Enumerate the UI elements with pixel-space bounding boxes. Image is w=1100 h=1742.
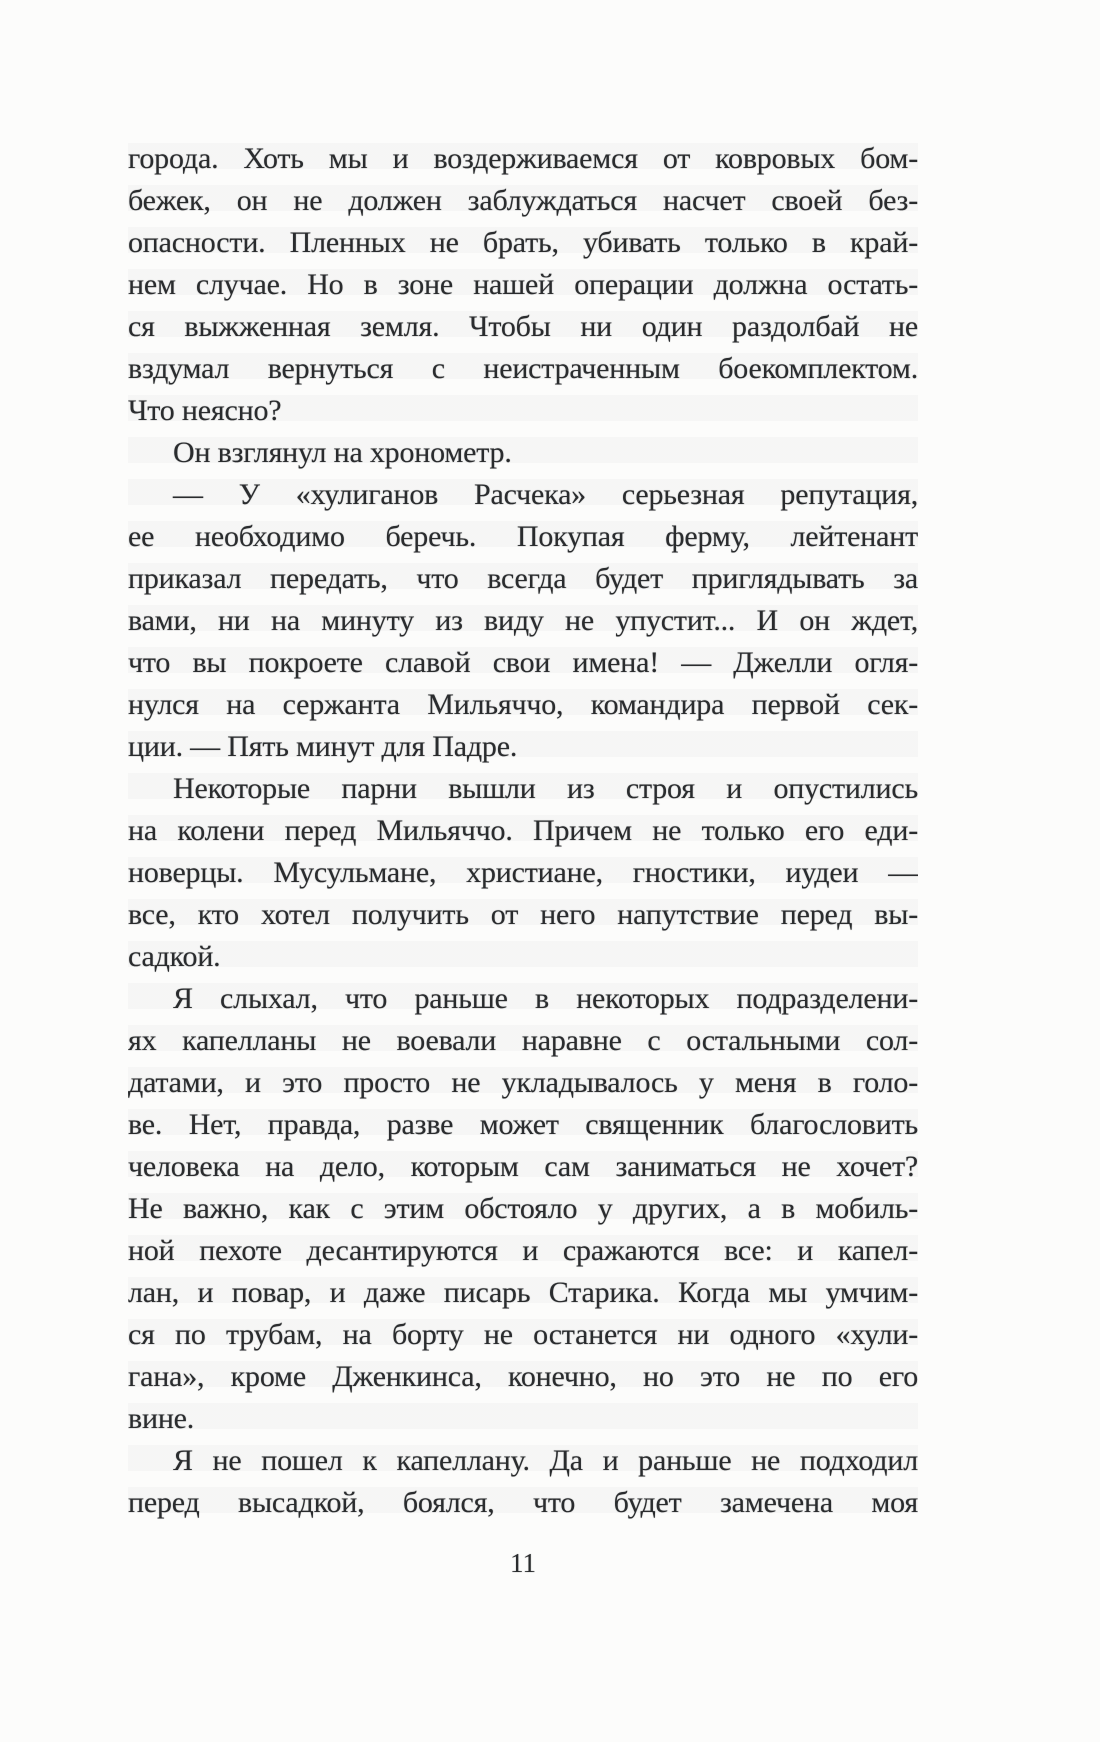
text-line: лан, и повар, и даже писарь Старика. Когда мы умчим- <box>128 1276 918 1309</box>
text-line: новерцы. Мусульмане, христиане, гностики, иудеи — <box>128 856 918 889</box>
text-line: вине. <box>128 1402 195 1435</box>
text-line: ее необходимо беречь. Покупая ферму, лейтенант <box>128 520 918 553</box>
text-line: ве. Нет, правда, разве может священник благословить <box>128 1108 918 1141</box>
text-line: города. Хоть мы и воздерживаемся от ковровых бом- <box>128 142 918 175</box>
text-line: Он взглянул на хронометр. <box>173 436 512 469</box>
text-line: Я не пошел к капеллану. Да и раньше не подходил <box>173 1444 918 1477</box>
text-line: ции. — Пять минут для Падре. <box>128 730 518 763</box>
text-line: Что неясно? <box>128 394 282 427</box>
text-line: перед высадкой, боялся, что будет замечена моя <box>128 1486 918 1519</box>
text-line: Некоторые парни вышли из строя и опустились <box>173 772 918 805</box>
text-line: — У «хулиганов Расчека» серьезная репутация, <box>173 478 918 511</box>
text-line: нулся на сержанта Мильяччо, командира первой сек- <box>128 688 918 721</box>
text-line: датами, и это просто не укладывалось у меня в голо- <box>128 1066 918 1099</box>
text-line: приказал передать, что всегда будет приглядывать за <box>128 562 918 595</box>
text-line: гана», кроме Дженкинса, конечно, но это не по его <box>128 1360 918 1393</box>
text-line: ях капелланы не воевали наравне с остальными сол- <box>128 1024 918 1057</box>
text-line: человека на дело, которым сам заниматься не хочет? <box>128 1150 918 1183</box>
text-line: что вы покроете славой свои имена! — Джелли огля- <box>128 646 918 679</box>
text-line: вами, ни на минуту из виду не упустит... И он ждет, <box>128 604 918 637</box>
text-line: вздумал вернуться с неистраченным боекомплектом. <box>128 352 918 385</box>
text-line: опасности. Пленных не брать, убивать только в край- <box>128 226 918 259</box>
text-line: все, кто хотел получить от него напутствие перед вы- <box>128 898 918 931</box>
page-number: 11 <box>510 1548 536 1578</box>
text-line: бежек, он не должен заблуждаться насчет своей без- <box>128 184 918 217</box>
text-line: нем случае. Но в зоне нашей операции должна остать- <box>128 268 918 301</box>
text-line: Не важно, как с этим обстояло у других, а в мобиль- <box>128 1192 918 1225</box>
text-block <box>128 138 918 1524</box>
text-line: ной пехоте десантируются и сражаются все: и капел- <box>128 1234 918 1267</box>
text-line: ся по трубам, на борту не останется ни одного «хули- <box>128 1318 918 1351</box>
text-line: ся выжженная земля. Чтобы ни один раздолбай не <box>128 310 918 343</box>
text-line: на колени перед Мильяччо. Причем не только его еди- <box>128 814 918 847</box>
text-line: Я слыхал, что раньше в некоторых подразделени- <box>173 982 918 1015</box>
text-line: садкой. <box>128 940 221 973</box>
